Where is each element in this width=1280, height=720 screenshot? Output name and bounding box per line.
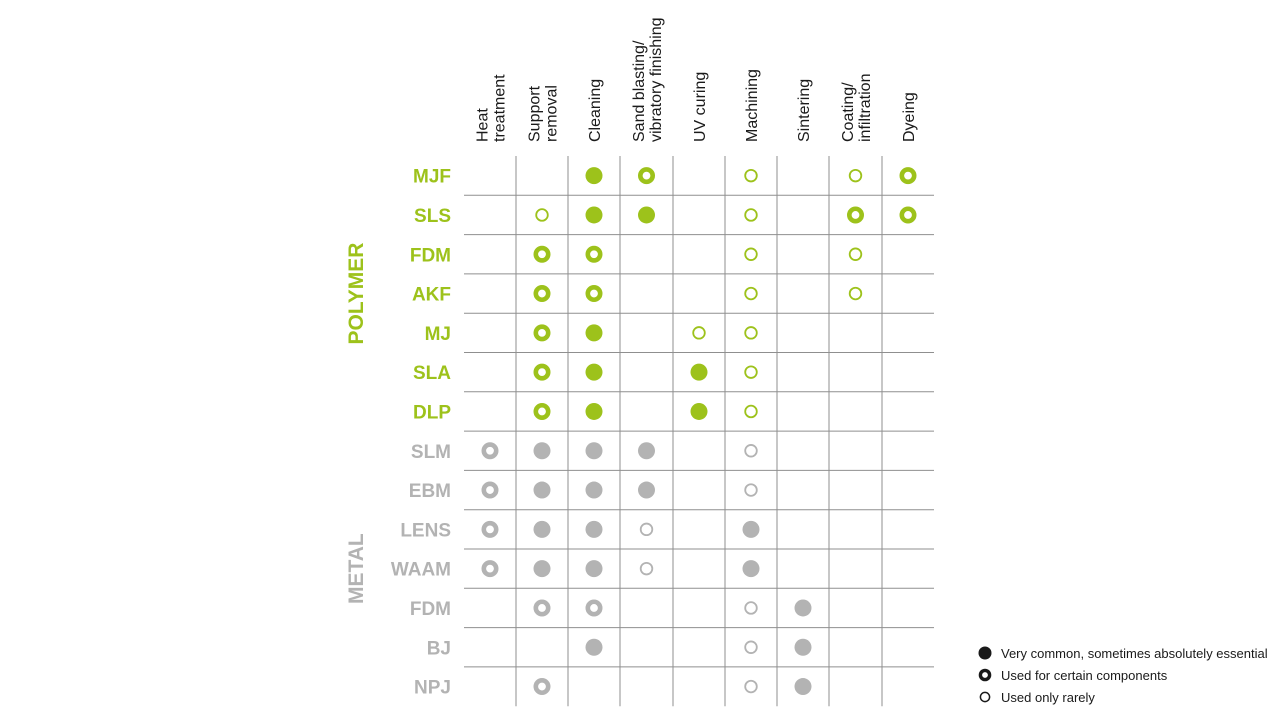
cell-fdm-2-ring <box>588 602 600 614</box>
cell-ebm-0-ring <box>484 484 496 496</box>
cell-sls-3-full <box>638 206 655 223</box>
cell-sla-2-full <box>586 364 603 381</box>
cell-fdm-1-ring <box>536 248 548 260</box>
cell-lens-5-full <box>743 521 760 538</box>
cell-ebm-2-full <box>586 482 603 499</box>
column-header-7-line-0: Coating/ <box>840 82 857 142</box>
column-header-4-line-0: UV curing <box>692 71 709 142</box>
column-header-3-line-0: Sand blasting/ <box>631 40 648 142</box>
cell-sls-1-open <box>536 209 548 221</box>
column-headers <box>475 18 919 143</box>
row-labels <box>391 167 451 699</box>
cell-bj-6-full <box>795 639 812 656</box>
column-header-2-line-0: Cleaning <box>587 78 604 142</box>
cell-lens-0-ring <box>484 523 496 535</box>
row-label-waam: WAAM <box>390 559 451 581</box>
cell-mjf-5-open <box>745 170 757 182</box>
cell-lens-1-full <box>534 521 551 538</box>
cell-akf-5-open <box>745 288 757 300</box>
cell-fdm-5-open <box>745 602 757 614</box>
cell-dlp-2-full <box>586 403 603 420</box>
row-label-npj: NPJ <box>414 677 451 699</box>
column-header-5-line-0: Machining <box>744 69 761 142</box>
row-label-sls: SLS <box>414 205 451 227</box>
cell-sla-4-full <box>691 364 708 381</box>
cell-sls-8-ring <box>902 209 914 221</box>
cell-waam-5-full <box>743 560 760 577</box>
legend-symbol-full <box>979 647 992 660</box>
cell-akf-1-ring <box>536 287 548 299</box>
cell-mjf-3-ring <box>640 169 652 181</box>
cell-bj-2-full <box>586 639 603 656</box>
cell-fdm-7-open <box>850 248 862 260</box>
cell-ebm-1-full <box>534 482 551 499</box>
cell-dlp-5-open <box>745 406 757 418</box>
row-label-bj: BJ <box>426 638 451 660</box>
cell-mj-1-ring <box>536 327 548 339</box>
cell-lens-3-open <box>641 524 653 536</box>
legend <box>979 646 1268 705</box>
cell-mj-5-open <box>745 327 757 339</box>
legend-label-open: Used only rarely <box>1001 690 1095 705</box>
cell-lens-2-full <box>586 521 603 538</box>
cell-mjf-8-ring <box>902 169 914 181</box>
column-header-1-line-1: removal <box>543 85 561 142</box>
column-header-7-line-1: infiltration <box>857 73 874 142</box>
column-header-3-line-1: vibratory finishing <box>648 17 665 142</box>
cell-bj-5-open <box>745 641 757 653</box>
row-label-mjf: MJF <box>413 166 451 188</box>
legend-label-ring: Used for certain components <box>1001 668 1168 683</box>
cell-npj-6-full <box>795 678 812 695</box>
cell-akf-2-ring <box>588 287 600 299</box>
cell-waam-2-full <box>586 560 603 577</box>
cell-fdm-1-ring <box>536 602 548 614</box>
row-label-slm: SLM <box>410 441 451 463</box>
cell-mjf-7-open <box>850 170 862 182</box>
cell-akf-7-open <box>850 288 862 300</box>
cell-sls-7-ring <box>849 209 861 221</box>
column-header-0-line-0: Heat <box>474 108 492 142</box>
cell-slm-0-ring <box>484 445 496 457</box>
cell-mjf-2-full <box>586 167 603 184</box>
cell-ebm-3-full <box>638 482 655 499</box>
column-header-6-line-0: Sintering <box>796 78 813 142</box>
row-label-fdm: FDM <box>409 245 451 267</box>
cell-dlp-4-full <box>691 403 708 420</box>
column-header-0-line-1: treatment <box>491 74 509 142</box>
row-label-akf: AKF <box>411 284 451 306</box>
column-header-1-line-0: Support <box>526 85 544 142</box>
cell-sls-5-open <box>745 209 757 221</box>
group-label-polymer: POLYMER <box>345 242 368 345</box>
cell-slm-1-full <box>534 442 551 459</box>
cell-sla-5-open <box>745 366 757 378</box>
cell-fdm-5-open <box>745 248 757 260</box>
cell-npj-5-open <box>745 681 757 693</box>
legend-symbol-open <box>980 692 989 701</box>
cell-npj-1-ring <box>536 680 548 692</box>
cell-waam-0-ring <box>484 562 496 574</box>
cell-sla-1-ring <box>536 366 548 378</box>
cell-slm-5-open <box>745 445 757 457</box>
row-label-fdm: FDM <box>409 598 451 620</box>
cell-slm-2-full <box>586 442 603 459</box>
group-labels <box>345 243 368 604</box>
cell-waam-1-full <box>534 560 551 577</box>
row-label-sla: SLA <box>413 363 451 385</box>
cell-fdm-2-ring <box>588 248 600 260</box>
cell-mj-2-full <box>586 324 603 341</box>
cell-mj-4-open <box>693 327 705 339</box>
row-label-lens: LENS <box>400 520 451 542</box>
cell-sls-2-full <box>586 206 603 223</box>
column-header-8-line-0: Dyeing <box>901 92 918 142</box>
cell-slm-3-full <box>638 442 655 459</box>
group-label-metal: METAL <box>345 533 368 605</box>
cell-ebm-5-open <box>745 484 757 496</box>
cell-dlp-1-ring <box>536 405 548 417</box>
row-label-ebm: EBM <box>408 481 451 503</box>
row-label-mj: MJ <box>424 323 451 345</box>
legend-symbol-ring <box>980 670 989 679</box>
legend-label-full: Very common, sometimes absolutely essential <box>1001 646 1268 661</box>
grid-lines <box>464 156 934 706</box>
cell-waam-3-open <box>641 563 653 575</box>
row-label-dlp: DLP <box>413 402 451 424</box>
cell-fdm-6-full <box>795 599 812 616</box>
